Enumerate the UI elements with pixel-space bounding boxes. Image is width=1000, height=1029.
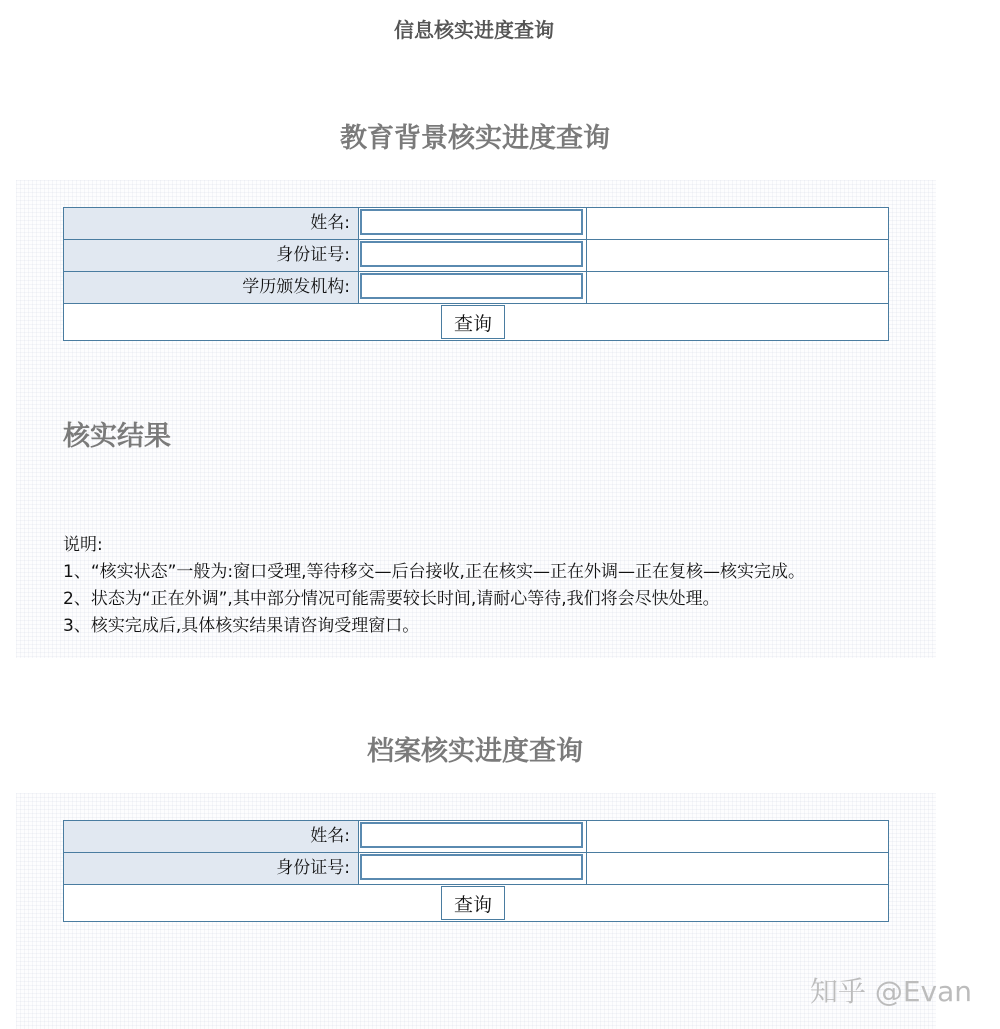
education-section-title: 教育背景核实进度查询 — [340, 123, 610, 154]
archive-query-form — [63, 820, 889, 922]
name-label: 姓名: — [64, 208, 359, 239]
education-institution-row — [64, 272, 888, 304]
watermark: 知乎 @Evan — [809, 975, 972, 1008]
id-number-label: 身份证号: — [64, 240, 359, 271]
page-title: 信息核实进度查询 — [394, 18, 554, 42]
education-name-input[interactable] — [360, 209, 583, 235]
note-item: 3、核实完成后,具体核实结果请咨询受理窗口。 — [63, 616, 420, 636]
note-item: 2、状态为“正在外调”,其中部分情况可能需要较长时间,请耐心等待,我们将会尽快处理。 — [63, 589, 720, 609]
name-label: 姓名: — [64, 821, 359, 852]
education-institution-input[interactable] — [360, 273, 583, 299]
archive-id-row — [64, 853, 888, 885]
note-item: 1、“核实状态”一般为:窗口受理,等待移交—后台接收,正在核实—正在外调—正在复核—核实完成。 — [63, 562, 805, 582]
education-query-button[interactable]: 查询 — [441, 305, 505, 339]
id-number-label: 身份证号: — [64, 853, 359, 884]
notes-heading: 说明: — [63, 535, 103, 555]
archive-id-number-input[interactable] — [360, 854, 583, 880]
result-notes — [63, 532, 893, 640]
archive-query-button[interactable]: 查询 — [441, 886, 505, 920]
archive-name-row — [64, 821, 888, 853]
education-id-number-input[interactable] — [360, 241, 583, 267]
institution-label: 学历颁发机构: — [64, 272, 359, 303]
archive-section-title: 档案核实进度查询 — [367, 736, 583, 767]
education-id-row — [64, 240, 888, 272]
archive-panel — [16, 793, 936, 1029]
education-name-row — [64, 208, 888, 240]
result-title: 核实结果 — [63, 421, 171, 452]
archive-name-input[interactable] — [360, 822, 583, 848]
education-query-form — [63, 207, 889, 341]
